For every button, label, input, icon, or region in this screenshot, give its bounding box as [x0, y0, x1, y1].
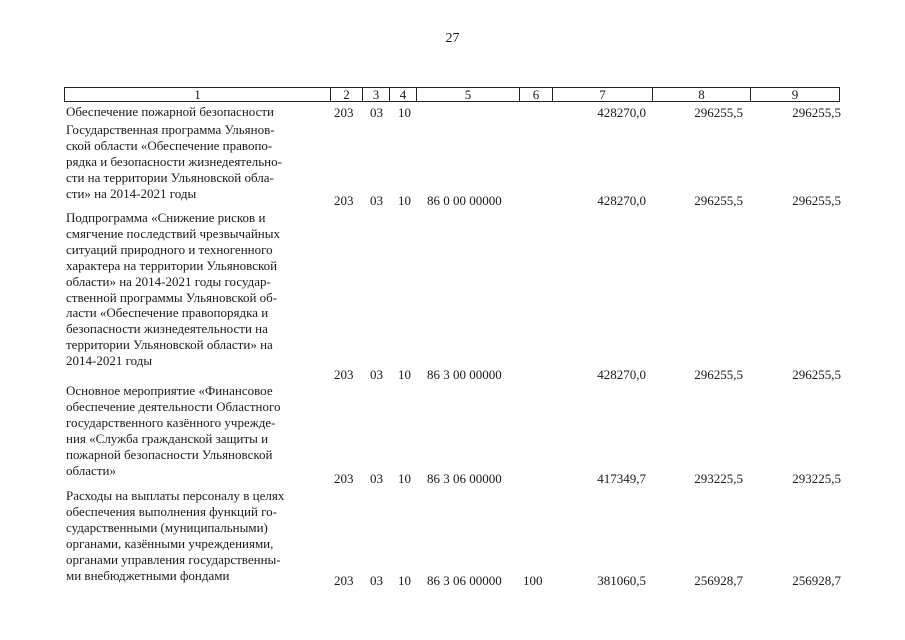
row-description: Государственная программа Ульянов- ской области «Обеспечение правопо- рядка и безопасности жизнедеятельно- сти на территории Ульяновской обла- сти» на 2014-2021 годы — [66, 122, 282, 201]
header-col-9: 9 — [750, 88, 839, 101]
row-col-9: 256928,7 — [792, 573, 841, 588]
row-col-8: 296255,5 — [694, 105, 743, 120]
row-col-8: 296255,5 — [694, 367, 743, 382]
row-col-2: 203 — [334, 573, 354, 588]
row-col-9: 296255,5 — [792, 193, 841, 208]
row-col-6: 100 — [523, 573, 543, 588]
row-col-4: 10 — [398, 471, 411, 486]
row-col-4: 10 — [398, 105, 411, 120]
header-col-8: 8 — [652, 88, 750, 101]
row-col-5: 86 3 06 00000 — [427, 573, 502, 588]
row-col-3: 03 — [370, 105, 383, 120]
row-col-8: 293225,5 — [694, 471, 743, 486]
row-description: Подпрограмма «Снижение рисков и смягчение последствий чрезвычайных ситуаций природного и техногенного характера на территории Ульяновской области» на 2014-2021 годы государ- ственной программы Ульяновской об- ласти «Обеспечение правопорядка и безопасности жизнедеятельности на территории Ульяновской области» на 2014-2021 годы — [66, 210, 280, 369]
row-col-9: 296255,5 — [792, 105, 841, 120]
header-col-3: 3 — [362, 88, 389, 101]
row-col-5: 86 3 06 00000 — [427, 471, 502, 486]
row-col-8: 296255,5 — [694, 193, 743, 208]
row-description: Расходы на выплаты персоналу в целях обеспечения выполнения функций го- сударственными (муниципальными) органами, казёнными учреждениями, органами управления государственны- ми внебюджетными фондами — [66, 488, 285, 583]
header-col-2: 2 — [330, 88, 362, 101]
row-col-3: 03 — [370, 471, 383, 486]
row-col-9: 293225,5 — [792, 471, 841, 486]
header-col-1: 1 — [194, 87, 201, 102]
row-col-3: 03 — [370, 193, 383, 208]
header-col-4: 4 — [389, 88, 416, 101]
row-col-2: 203 — [334, 367, 354, 382]
table-header-row — [64, 87, 840, 102]
row-description: Обеспечение пожарной безопасности — [66, 104, 275, 119]
row-col-7: 428270,0 — [597, 367, 646, 382]
row-col-2: 203 — [334, 193, 354, 208]
header-col-6: 6 — [519, 88, 552, 101]
row-col-2: 203 — [334, 471, 354, 486]
row-col-2: 203 — [334, 105, 354, 120]
row-col-5: 86 0 00 00000 — [427, 193, 502, 208]
row-col-4: 10 — [398, 193, 411, 208]
row-col-8: 256928,7 — [694, 573, 743, 588]
page-number: 27 — [445, 31, 460, 46]
row-col-7: 417349,7 — [597, 471, 646, 486]
row-col-4: 10 — [398, 573, 411, 588]
row-col-9: 296255,5 — [792, 367, 841, 382]
row-col-7: 428270,0 — [597, 105, 646, 120]
row-col-3: 03 — [370, 367, 383, 382]
row-description: Основное мероприятие «Финансовое обеспечение деятельности Областного государственного казённого учрежде- ния «Служба гражданской защиты и пожарной безопасности Ульяновской области» — [66, 383, 281, 478]
header-col-7: 7 — [552, 88, 652, 101]
row-col-7: 381060,5 — [597, 573, 646, 588]
header-col-5: 5 — [416, 88, 519, 101]
row-col-3: 03 — [370, 573, 383, 588]
row-col-5: 86 3 00 00000 — [427, 367, 502, 382]
row-col-4: 10 — [398, 367, 411, 382]
row-col-7: 428270,0 — [597, 193, 646, 208]
